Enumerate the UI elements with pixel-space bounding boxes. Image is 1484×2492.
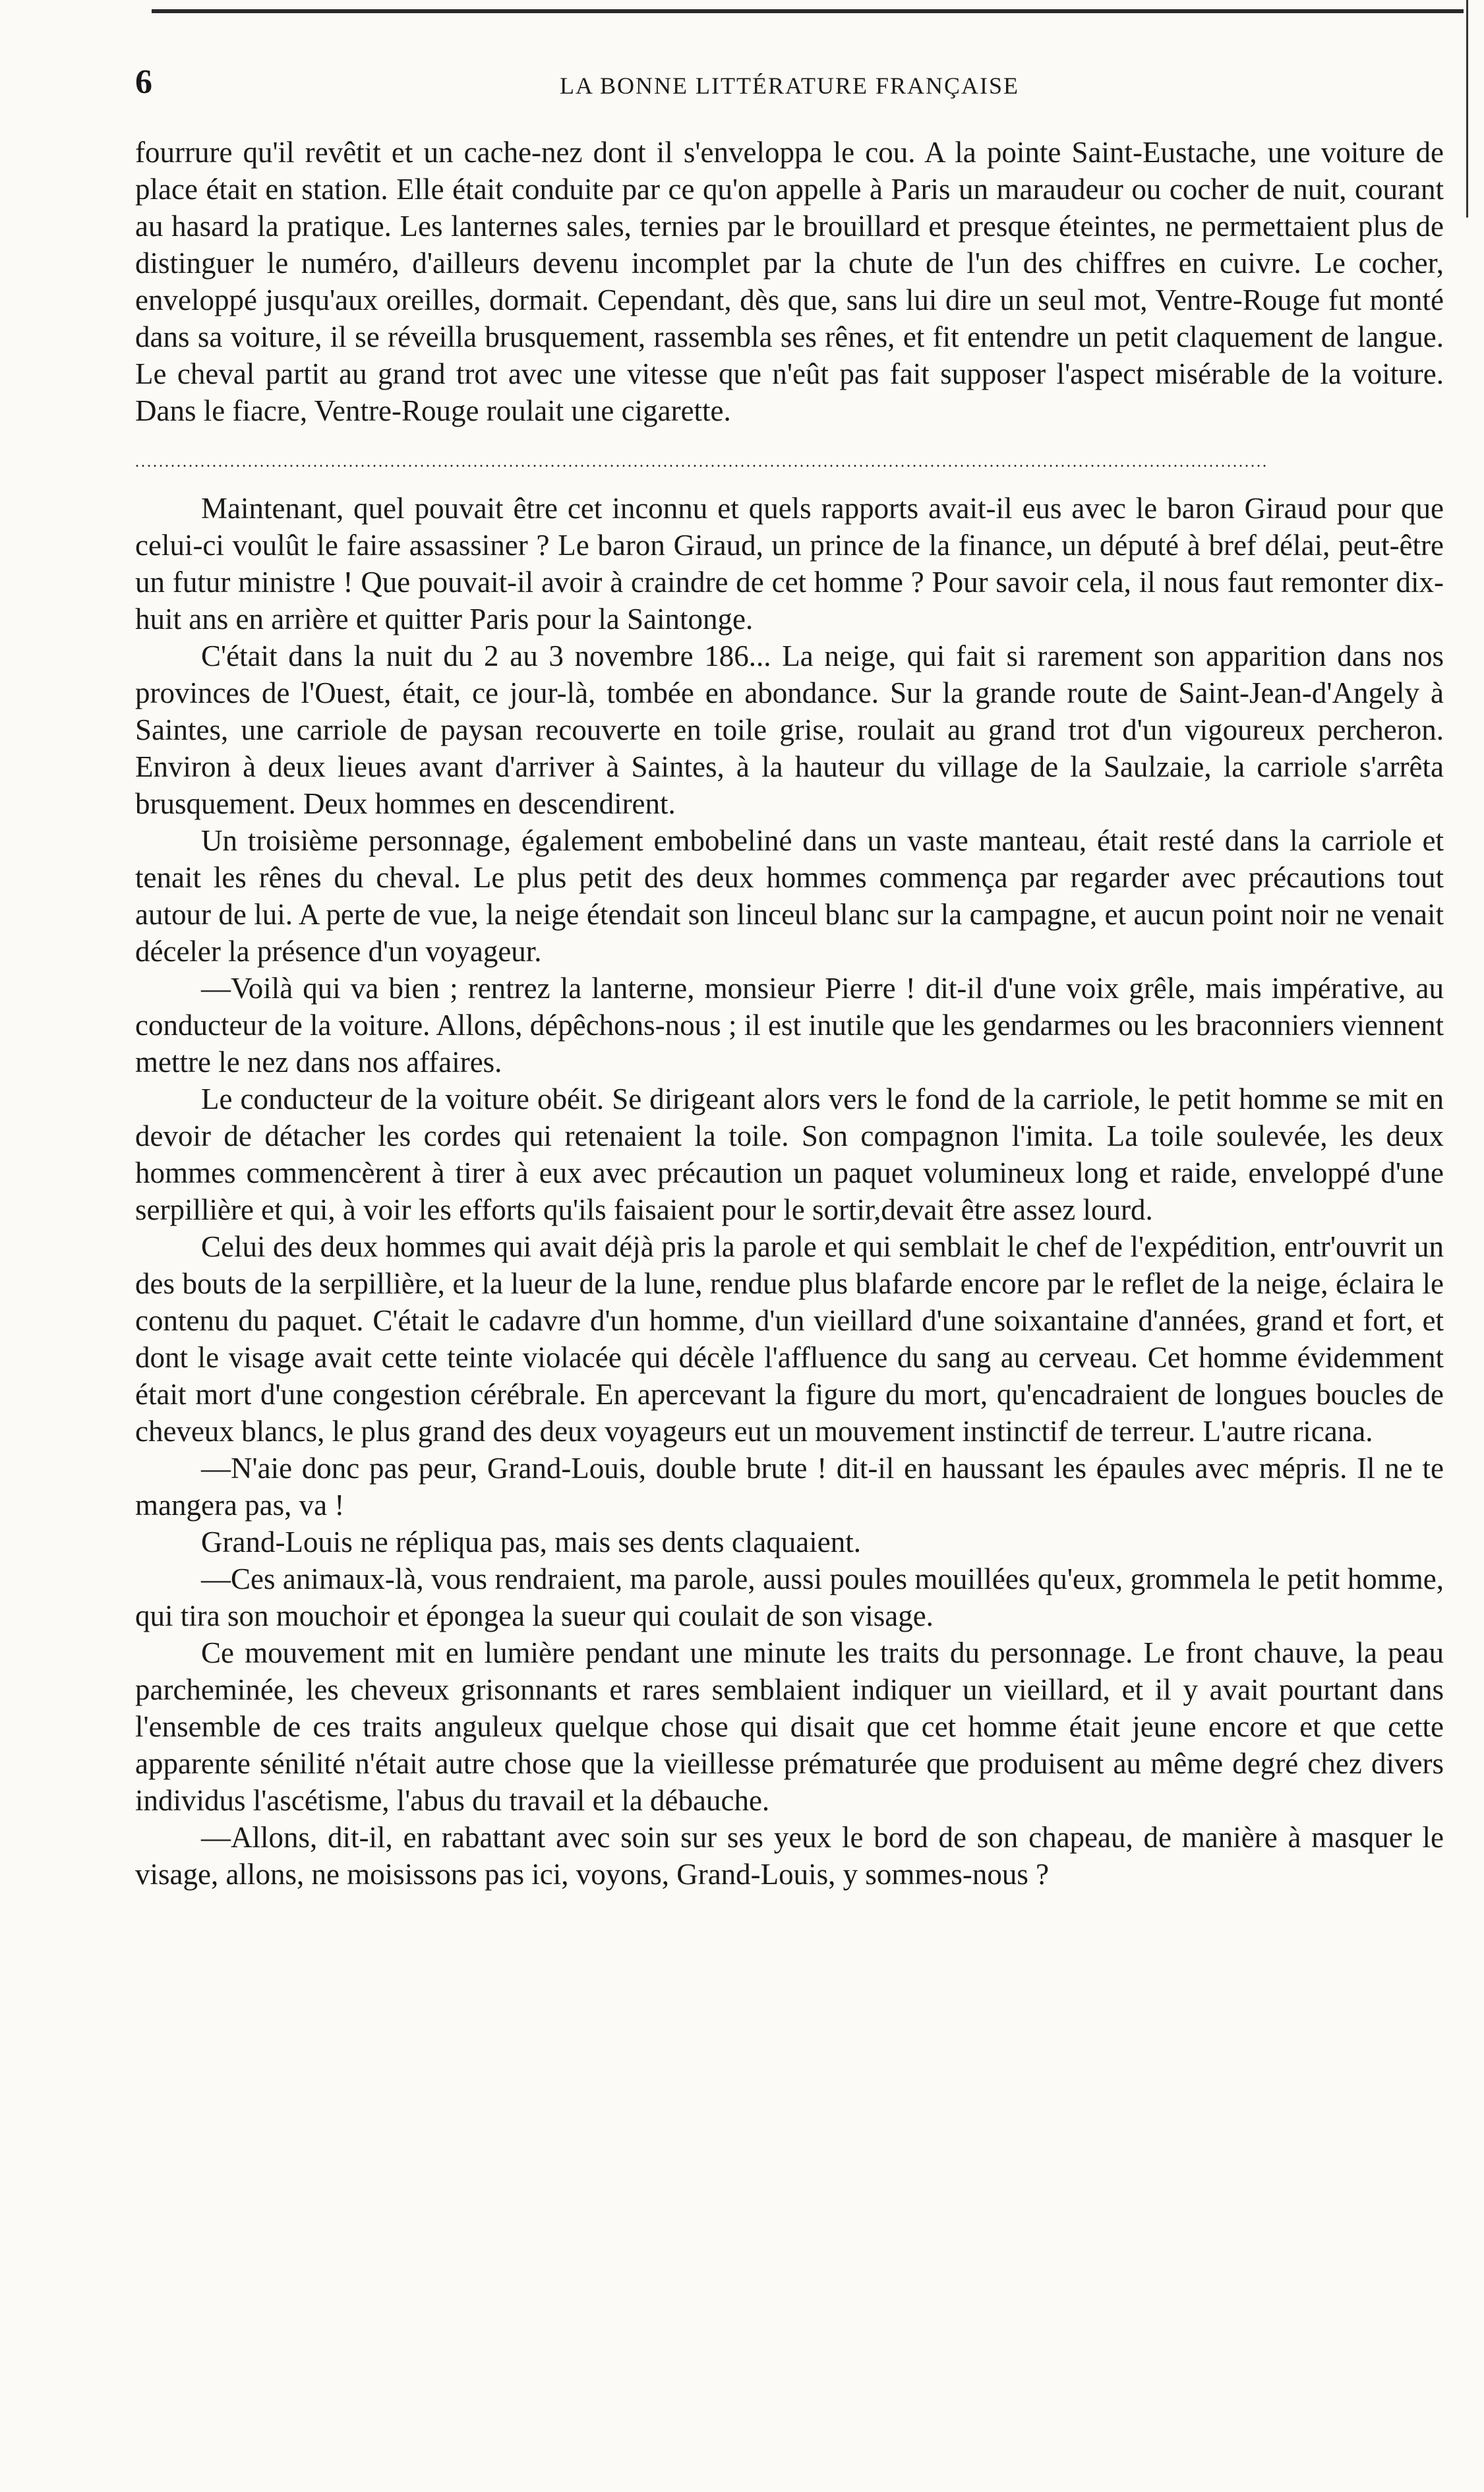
paragraph: C'était dans la nuit du 2 au 3 novembre 186... La neige, qui fait si rarement son apparition dans nos provinces de l'Ouest, était, ce jour-là, tombée en abondance. Sur la grande route de Saint-Jean-d'Angely à Saintes, une carriole de paysan recouverte en toile grise, roulait au grand trot d'un vigoureux percheron. Environ à deux lieues avant d'arriver à Saintes, à la hauteur du village de la Saulzaie, la carriole s'arrêta brusquement. Deux hommes en descendirent. bbox=[135, 639, 1444, 820]
top-border-rule bbox=[152, 9, 1464, 13]
paragraph: Grand-Louis ne répliqua pas, mais ses dents claquaient. bbox=[201, 1526, 861, 1558]
paragraph: Celui des deux hommes qui avait déjà pris la parole et qui semblait le chef de l'expédition, entr'ouvrit un des bouts de la serpillière, et la lueur de la lune, rendue plus blafarde encore par le reflet de la neige, éclaira le contenu du paquet. C'était le cadavre d'un homme, d'un vieillard d'une soixantaine d'années, grand et fort, et dont le visage avait cette teinte violacée qui décèle l'affluence du sang au cerveau. Cet homme évidemment était mort d'une congestion cérébrale. En apercevant la figure du mort, qu'encadraient de longues boucles de cheveux blancs, le plus grand des deux voyageurs eut un mouvement instinctif de terreur. L'autre ricana. bbox=[135, 1230, 1444, 1448]
paragraph: Un troisième personnage, également embobeliné dans un vaste manteau, était resté dans la carriole et tenait les rênes du cheval. Le plus petit des deux hommes commença par regarder avec précautions tout autour de lui. A perte de vue, la neige étendait son linceul blanc sur la campagne, et aucun point noir ne venait déceler la présence d'un voyageur. bbox=[135, 824, 1444, 968]
dialogue-paragraph: —Allons, dit-il, en rabattant avec soin sur ses yeux le bord de son chapeau, de manière à masquer le visage, allons, ne moisissons pas ici, voyons, Grand-Louis, y sommes-nous ? bbox=[135, 1821, 1444, 1891]
dialogue-paragraph: —Voilà qui va bien ; rentrez la lanterne, monsieur Pierre ! dit-il d'une voix grêle, mais impérative, au conducteur de la voiture. Allons, dépêchons-nous ; il est inutile que les gendarmes ou les braconniers viennent mettre le nez dans nos affaires. bbox=[135, 972, 1444, 1079]
book-page bbox=[135, 63, 1444, 1893]
paragraph: fourrure qu'il revêtit et un cache-nez dont il s'enveloppa le cou. A la pointe Saint-Eustache, une voiture de place était en station. Elle était conduite par ce qu'on appelle à Paris un maraudeur ou cocher de nuit, courant au hasard la pratique. Les lanternes sales, ternies par le brouillard et presque éteintes, ne permettaient plus de distinguer le numéro, d'ailleurs devenu incomplet par la chute de l'un des chiffres en cuivre. Le cocher, enveloppé jusqu'aux oreilles, dormait. Cependant, dès que, sans lui dire un seul mot, Ventre-Rouge fut monté dans sa voiture, il se réveilla brusquement, rassembla ses rênes, et fit entendre un petit claquement de langue. Le cheval partit au grand trot avec une vitesse que n'eût pas fait supposer l'aspect misérable de la voiture. Dans le fiacre, Ventre-Rouge roulait une cigarette. bbox=[135, 136, 1444, 427]
page-number: 6 bbox=[135, 63, 152, 101]
body-text bbox=[135, 134, 1444, 1893]
paragraph: Ce mouvement mit en lumière pendant une minute les traits du personnage. Le front chauve, la peau parcheminée, les cheveux grisonnants et rares semblaient indiquer un vieillard, et il y avait pourtant dans l'ensemble de ces traits anguleux quelque chose qui disait que cet homme était jeune encore et que cette apparente sénilité n'était autre chose que la vieillesse prématurée que produisent au même degré chez divers individus l'ascétisme, l'abus du travail et la débauche. bbox=[135, 1636, 1444, 1817]
paragraph: Le conducteur de la voiture obéit. Se dirigeant alors vers le fond de la carriole, le petit homme se mit en devoir de détacher les cordes qui retenaient la toile. Son compagnon l'imita. La toile soulevée, les deux hommes commencèrent à tirer à eux avec précaution un paquet volumineux long et raide, enveloppé d'une serpillière et qui, à voir les efforts qu'ils faisaient pour le sortir,devait être assez lourd. bbox=[135, 1083, 1444, 1226]
dialogue-paragraph: —Ces animaux-là, vous rendraient, ma parole, aussi poules mouillées qu'eux, grommela le petit homme, qui tira son mouchoir et épongea la sueur qui coulait de son visage. bbox=[135, 1562, 1444, 1632]
dialogue-paragraph: —N'aie donc pas peur, Grand-Louis, double brute ! dit-il en haussant les épaules avec mépris. Il ne te mangera pas, va ! bbox=[135, 1452, 1444, 1522]
section-separator: ............................................................................................................................................................................................... bbox=[135, 454, 1268, 471]
paragraph: Maintenant, quel pouvait être cet inconnu et quels rapports avait-il eus avec le baron Giraud pour que celui-ci voulût le faire assassiner ? Le baron Giraud, un prince de la finance, un député à bref délai, peut-être un futur ministre ! Que pouvait-il avoir à craindre de cet homme ? Pour savoir cela, il nous faut remonter dix-huit ans en arrière et quitter Paris pour la Saintonge. bbox=[135, 492, 1444, 636]
running-head: LA BONNE LITTÉRATURE FRANÇAISE bbox=[560, 73, 1019, 99]
page-header bbox=[135, 63, 1444, 115]
page-edge-mark bbox=[1466, 0, 1468, 218]
